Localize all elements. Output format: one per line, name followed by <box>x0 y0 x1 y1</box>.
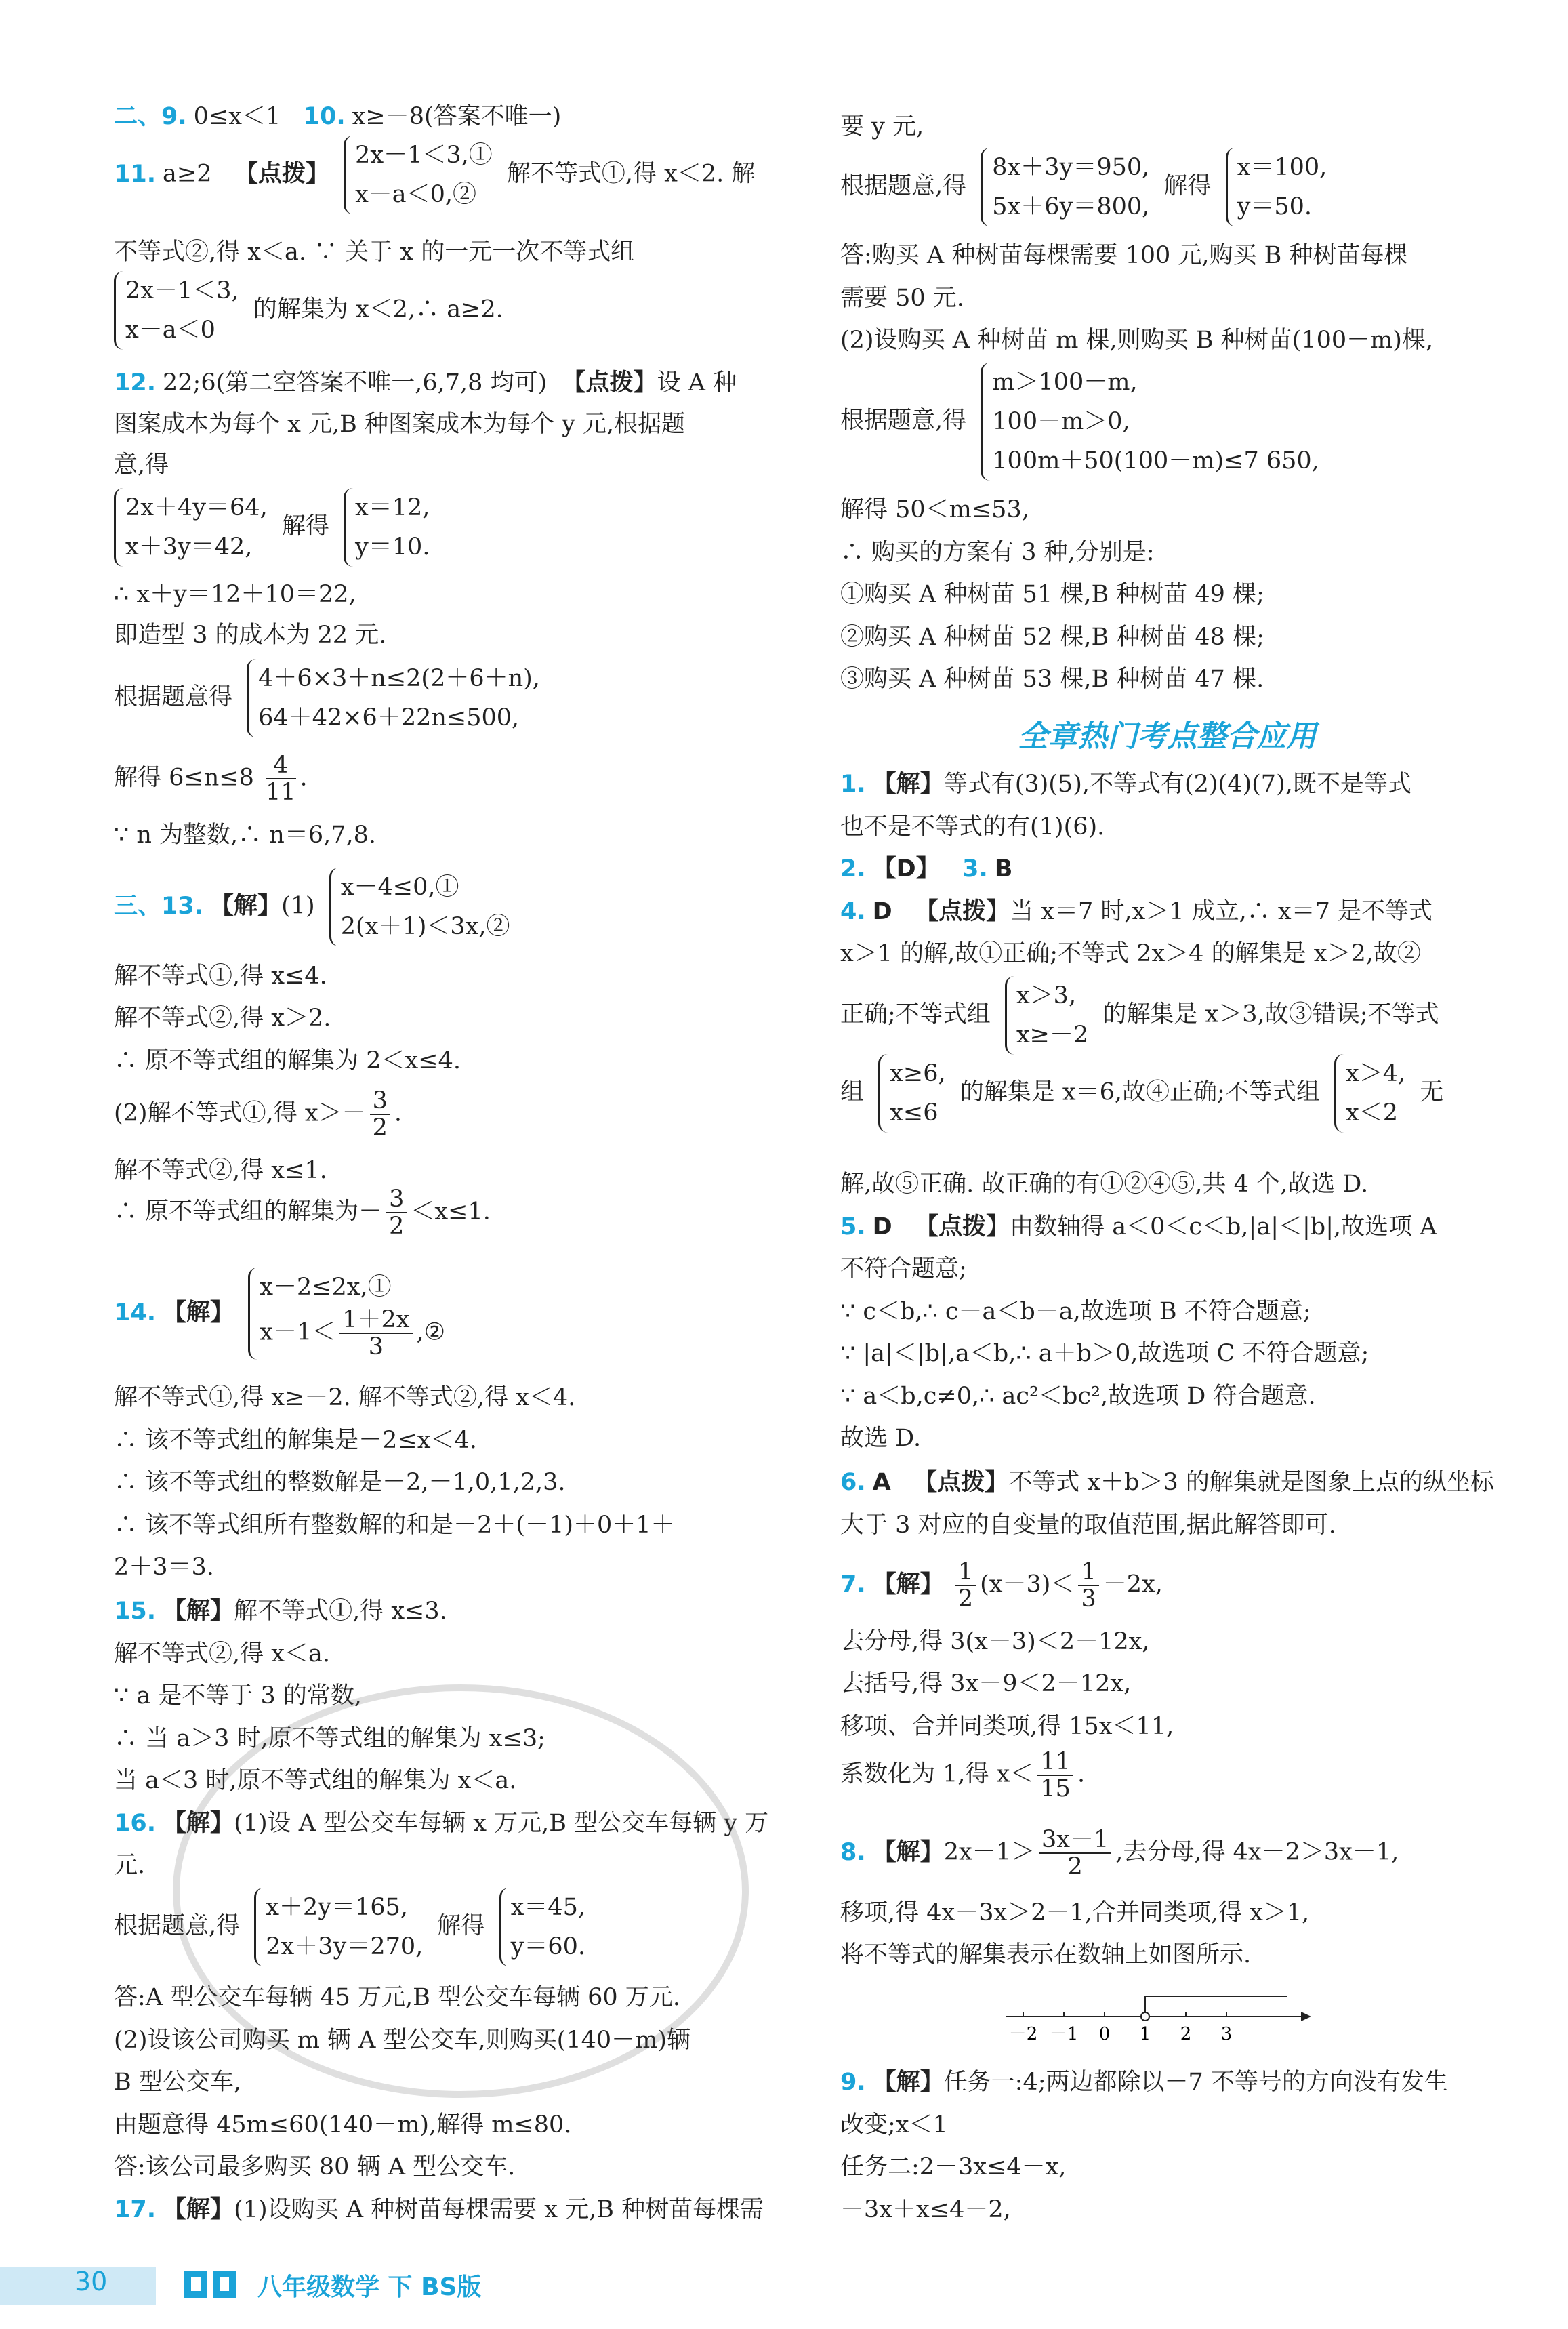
q13-number: 三、13. <box>114 892 204 920</box>
q11-hint-tag: 【 点拨 】 <box>234 161 329 188</box>
q9-number: 二、9. <box>114 103 187 130</box>
q11-line2: 不等式②,得 x＜a. ∵ 关于 x 的一元一次不等式组 <box>114 239 635 266</box>
solution-ray <box>1145 1996 1287 2012</box>
r-q6-line1: 6. A 【 点拨 】 不等式 x＋b＞3 的解集就是图象上点的纵坐标 <box>840 1467 1494 1497</box>
q11-number: 11. <box>114 160 157 188</box>
q12-line1: 12. 22;6(第二空答案不唯一,6,7,8 均可) 【 点拨 】 设 A 种 <box>114 368 737 398</box>
number-line-tick-label: －1 <box>1049 2024 1079 2044</box>
q14-number: 14. <box>114 1299 157 1326</box>
number-line-arrow <box>1301 2012 1311 2021</box>
q11-line1: 11. a≥2 【 点拨 】 2x－1＜3,① x－a＜0,② 解不等式①,得 x＜2. 解 <box>114 136 755 214</box>
q10-answer: x≥－8(答案不唯一) <box>352 103 562 130</box>
page-footer <box>0 2249 1568 2329</box>
q12-line3: 意,得 <box>114 451 169 479</box>
section-title: 全章热门考点整合应用 <box>1018 719 1317 754</box>
q17-header: 17.【 解 】 (1)设购买 A 种树苗每棵需要 x 元,B 种树苗每棵需 <box>114 2195 764 2225</box>
page-number: 30 <box>75 2267 108 2296</box>
q14-header: 14.【 解 】 x－2≤2x,① x－1＜ $\frac{1+2x}{3}$ ,② <box>114 1268 452 1360</box>
number-line-tick-label: 1 <box>1139 2024 1151 2044</box>
q13-line6: ∴ 原不等式组的解集为－ $\frac{3}{2}$ ＜x≤1. <box>114 1186 491 1240</box>
q15-number: 15. <box>114 1598 157 1625</box>
q16-header: 16.【 解 】 (1)设 A 型公交车每辆 x 万元,B 型公交车每辆 y 万 <box>114 1808 768 1838</box>
r-q4-line3: 正确;不等式组 x＞3, x≥－2 的解集是 x＞3,故③错误;不等式 <box>840 976 1439 1055</box>
q12-hint-tag: 【 点拨 】 <box>562 369 657 397</box>
number-line-tick-label: 0 <box>1098 2024 1111 2044</box>
answer-line-9-10 <box>114 102 561 131</box>
q11-answer: a≥2 <box>163 160 212 188</box>
q9-answer: 0≤x＜1 <box>193 103 281 130</box>
number-line-tick-label: 2 <box>1180 2024 1192 2044</box>
r-q4-line4: 组 x≥6, x≤6 的解集是 x＝6,故④正确;不等式组 x＞4, x＜2 无 <box>840 1054 1443 1133</box>
r-q8-line1: 8.【 解 】 2x－1＞ $\frac{3x-1}{2}$ ,去分母,得 4x－2＞3x－1, <box>840 1827 1399 1880</box>
q17-system: 根据题意,得 8x＋3y＝950, 5x＋6y＝800, 解得 x＝100, y＝50. <box>840 148 1334 226</box>
q17-ineq-system: 根据题意,得 m＞100－m, 100－m＞0, 100m＋50(100－m)≤7 650, <box>840 363 1326 481</box>
q12-line2: 图案成本为每个 x 元,B 种图案成本为每个 y 元,根据题 <box>114 411 686 438</box>
q11-system: 2x－1＜3,① x－a＜0,② <box>344 136 493 214</box>
q12-number: 12. <box>114 369 157 397</box>
q12-ineq-system: 根据题意得 4＋6×3＋n≤2(2＋6＋n), 64＋42×6＋22n≤500, <box>114 659 547 737</box>
q16-system: 根据题意,得 x＋2y＝165, 2x＋3y＝270, 解得 x＝45, y＝60. <box>114 1888 592 1966</box>
q16-number: 16. <box>114 1810 157 1837</box>
brand-logo-icon <box>182 2264 241 2305</box>
r-q5-line1: 5. D 【 点拨 】 由数轴得 a＜0＜c＜b,|a|＜|b|,故选项 A <box>840 1212 1437 1242</box>
book-title: 八年级数学 下 BS版 <box>257 2273 482 2301</box>
number-line-tick-label: 3 <box>1220 2024 1233 2044</box>
q12-line4: ∴ x＋y＝12＋10＝22, <box>114 581 356 608</box>
r-q7-line5: 系数化为 1,得 x＜ $\frac{11}{15}$ . <box>840 1748 1086 1802</box>
q17-number: 17. <box>114 2196 157 2223</box>
r-q1-line1: 1.【 解 】 等式有(3)(5),不等式有(2)(4)(7),既不是等式 <box>840 769 1411 799</box>
q11-line3: 2x－1＜3, x－a＜0 的解集为 x＜2,∴ a≥2. <box>114 271 503 350</box>
r-q9-line1: 9.【 解 】 任务一:4;两边都除以－7 不等号的方向没有发生 <box>840 2067 1448 2097</box>
r-q4-line1: 4. D 【 点拨 】 当 x＝7 时,x＞1 成立,∴ x＝7 是不等式 <box>840 897 1432 927</box>
q12-line7: 解得 6≤n≤8 $\frac{4}{11}$ . <box>114 752 308 806</box>
q15-header: 15.【 解 】 解不等式①,得 x≤3. <box>114 1596 447 1626</box>
q12-system: 2x＋4y＝64, x＋3y＝42, 解得 x＝12, y＝10. <box>114 488 436 567</box>
r-q2-q3: 2.【 D 】 3. B <box>840 854 1012 884</box>
number-line-tick-label: －2 <box>1008 2024 1038 2044</box>
q11-system-b: 2x－1＜3, x－a＜0 <box>114 271 239 350</box>
q10-number: 10. <box>303 103 346 130</box>
q13-header: 三、13.【 解 】 (1) x－4≤0,① 2(x＋1)＜3x,② <box>114 868 517 946</box>
q13-line4: (2)解不等式①,得 x＞－ $\frac{3}{2}$ . <box>114 1087 402 1141</box>
q12-line8: ∵ n 为整数,∴ n＝6,7,8. <box>114 822 377 849</box>
r-q7-line1: 7.【 解 】 $\frac{1}{2}$ (x－3)＜ $\frac{1}{3}$ －2x, <box>840 1559 1163 1612</box>
q12-line5: 即造型 3 的成本为 22 元. <box>114 622 387 649</box>
open-circle-point <box>1141 2012 1149 2021</box>
number-line <box>1003 1983 1315 2050</box>
